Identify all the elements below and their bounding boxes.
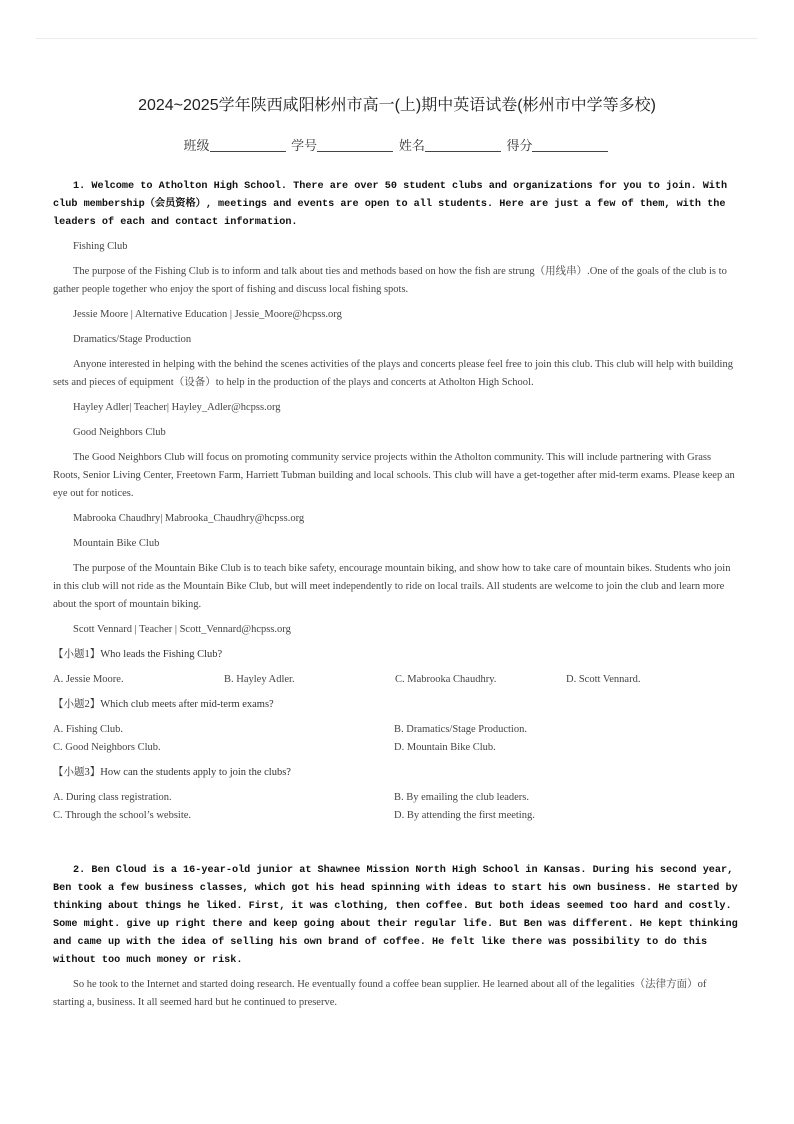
club-name: Dramatics/Stage Production [73,334,192,345]
club-contact: Scott Vennard | Teacher | Scott_Vennard@hcpss.org [73,624,291,635]
option-a[interactable]: A. Fishing Club. [53,724,124,735]
student-id-field: 学号 [291,135,395,154]
sub-question-1-options [53,671,739,689]
option-b[interactable]: B. By emailing the club leaders. [394,792,530,803]
club-description: The purpose of the Fishing Club is to inform and talk about ties and methods based on how the fish are strung（用线串）.One of the goals of the club is to gather people together who enjoy the sport of fishing and discuss local fishing spots. [53,266,727,295]
student-info-fields [0,135,794,154]
club-name: Good Neighbors Club [73,427,166,438]
option-b[interactable]: B. Dramatics/Stage Production. [394,724,527,735]
sub-question-2: 【小题2】Which club meets after mid-term exams? [53,699,274,710]
question-spacer [53,832,739,862]
sub-question-2-options [53,721,739,757]
page-title: 2024~2025学年陕西咸阳彬州市高一(上)期中英语试卷(彬州市中学等多校) [138,97,656,114]
name-field: 姓名 [399,135,503,154]
club-contact: Mabrooka Chaudhry| Mabrooka_Chaudhry@hcpss.org [73,513,305,524]
exam-content [53,178,739,1019]
option-a[interactable]: A. Jessie Moore. [53,674,124,685]
club-description: Anyone interested in helping with the behind the scenes activities of the plays and concerts please feel free to join this club. This club will help with building sets and pieces of equipment（设备）to help in the production of the plays and concerts at Atholton High School. [53,359,733,388]
club-description: The Good Neighbors Club will focus on promoting community service projects within the Atholton community. This will include partnering with Grass Roots, Senior Living Center, Freetown Farm, Harriett Tubman building and local schools. This club will have a get-together after mid-term exams. Please keep an eye out for notices. [53,452,735,499]
name-blank[interactable] [425,139,501,152]
class-field: 班级 [184,135,288,154]
club-description: The purpose of the Mountain Bike Club is to teach bike safety, encourage mountain biking, and show how to take care of mountain bikes. Students who join in this club will not ride as the Mountain Bike Club, but will meet independently to ride on local trails. All students are welcome to join the club and learn more about the sport of mountain biking. [53,563,731,610]
club-contact: Hayley Adler| Teacher| Hayley_Adler@hcpss.org [73,402,281,413]
score-blank[interactable] [532,139,608,152]
option-d[interactable]: D. Mountain Bike Club. [394,742,496,753]
question-2-paragraph: So he took to the Internet and started doing research. He eventually found a coffee bean supplier. He learned about all of the legalities（法律方面）of starting a, business. It all seemed hard but he continued to preserve. [53,979,707,1008]
club-contact: Jessie Moore | Alternative Education | Jessie_Moore@hcpss.org [73,309,342,320]
score-field: 得分 [506,135,610,154]
option-a[interactable]: A. During class registration. [53,792,172,803]
option-d[interactable]: D. By attending the first meeting. [394,810,535,821]
sub-question-3: 【小题3】How can the students apply to join the clubs? [53,767,291,778]
club-name: Mountain Bike Club [73,538,160,549]
question-1-passage-intro: 1. Welcome to Atholton High School. There are over 50 student clubs and organizations for you to join. With club membership（会员资格）, meetings and events are open to all students. Here are just a few of them, with the leaders of each and contact information. [53,181,728,228]
student-id-blank[interactable] [317,139,393,152]
sub-question-1: 【小题1】Who leads the Fishing Club? [53,649,223,660]
top-divider [36,38,758,39]
option-c[interactable]: C. Mabrooka Chaudhry. [395,674,497,685]
option-b[interactable]: B. Hayley Adler. [224,674,295,685]
option-c[interactable]: C. Good Neighbors Club. [53,742,161,753]
sub-question-3-options [53,789,739,825]
question-2-passage-intro: 2. Ben Cloud is a 16-year-old junior at Shawnee Mission North High School in Kansas. During his second year, Ben took a few business classes, which got his head spinning with ideas to start his own business. He started by thinking about things he liked. First, it was clothing, then coffee. But both ideas seemed too hard and costly. Some might. give up right there and keep going about their regular life. But Ben was different. He kept thinking and came up with the idea of selling his own brand of coffee. He felt like there was possibility to do this without too much money or risk. [53,865,738,966]
option-c[interactable]: C. Through the school’s website. [53,810,192,821]
class-blank[interactable] [210,139,286,152]
club-name: Fishing Club [73,241,128,252]
option-d[interactable]: D. Scott Vennard. [566,674,641,685]
